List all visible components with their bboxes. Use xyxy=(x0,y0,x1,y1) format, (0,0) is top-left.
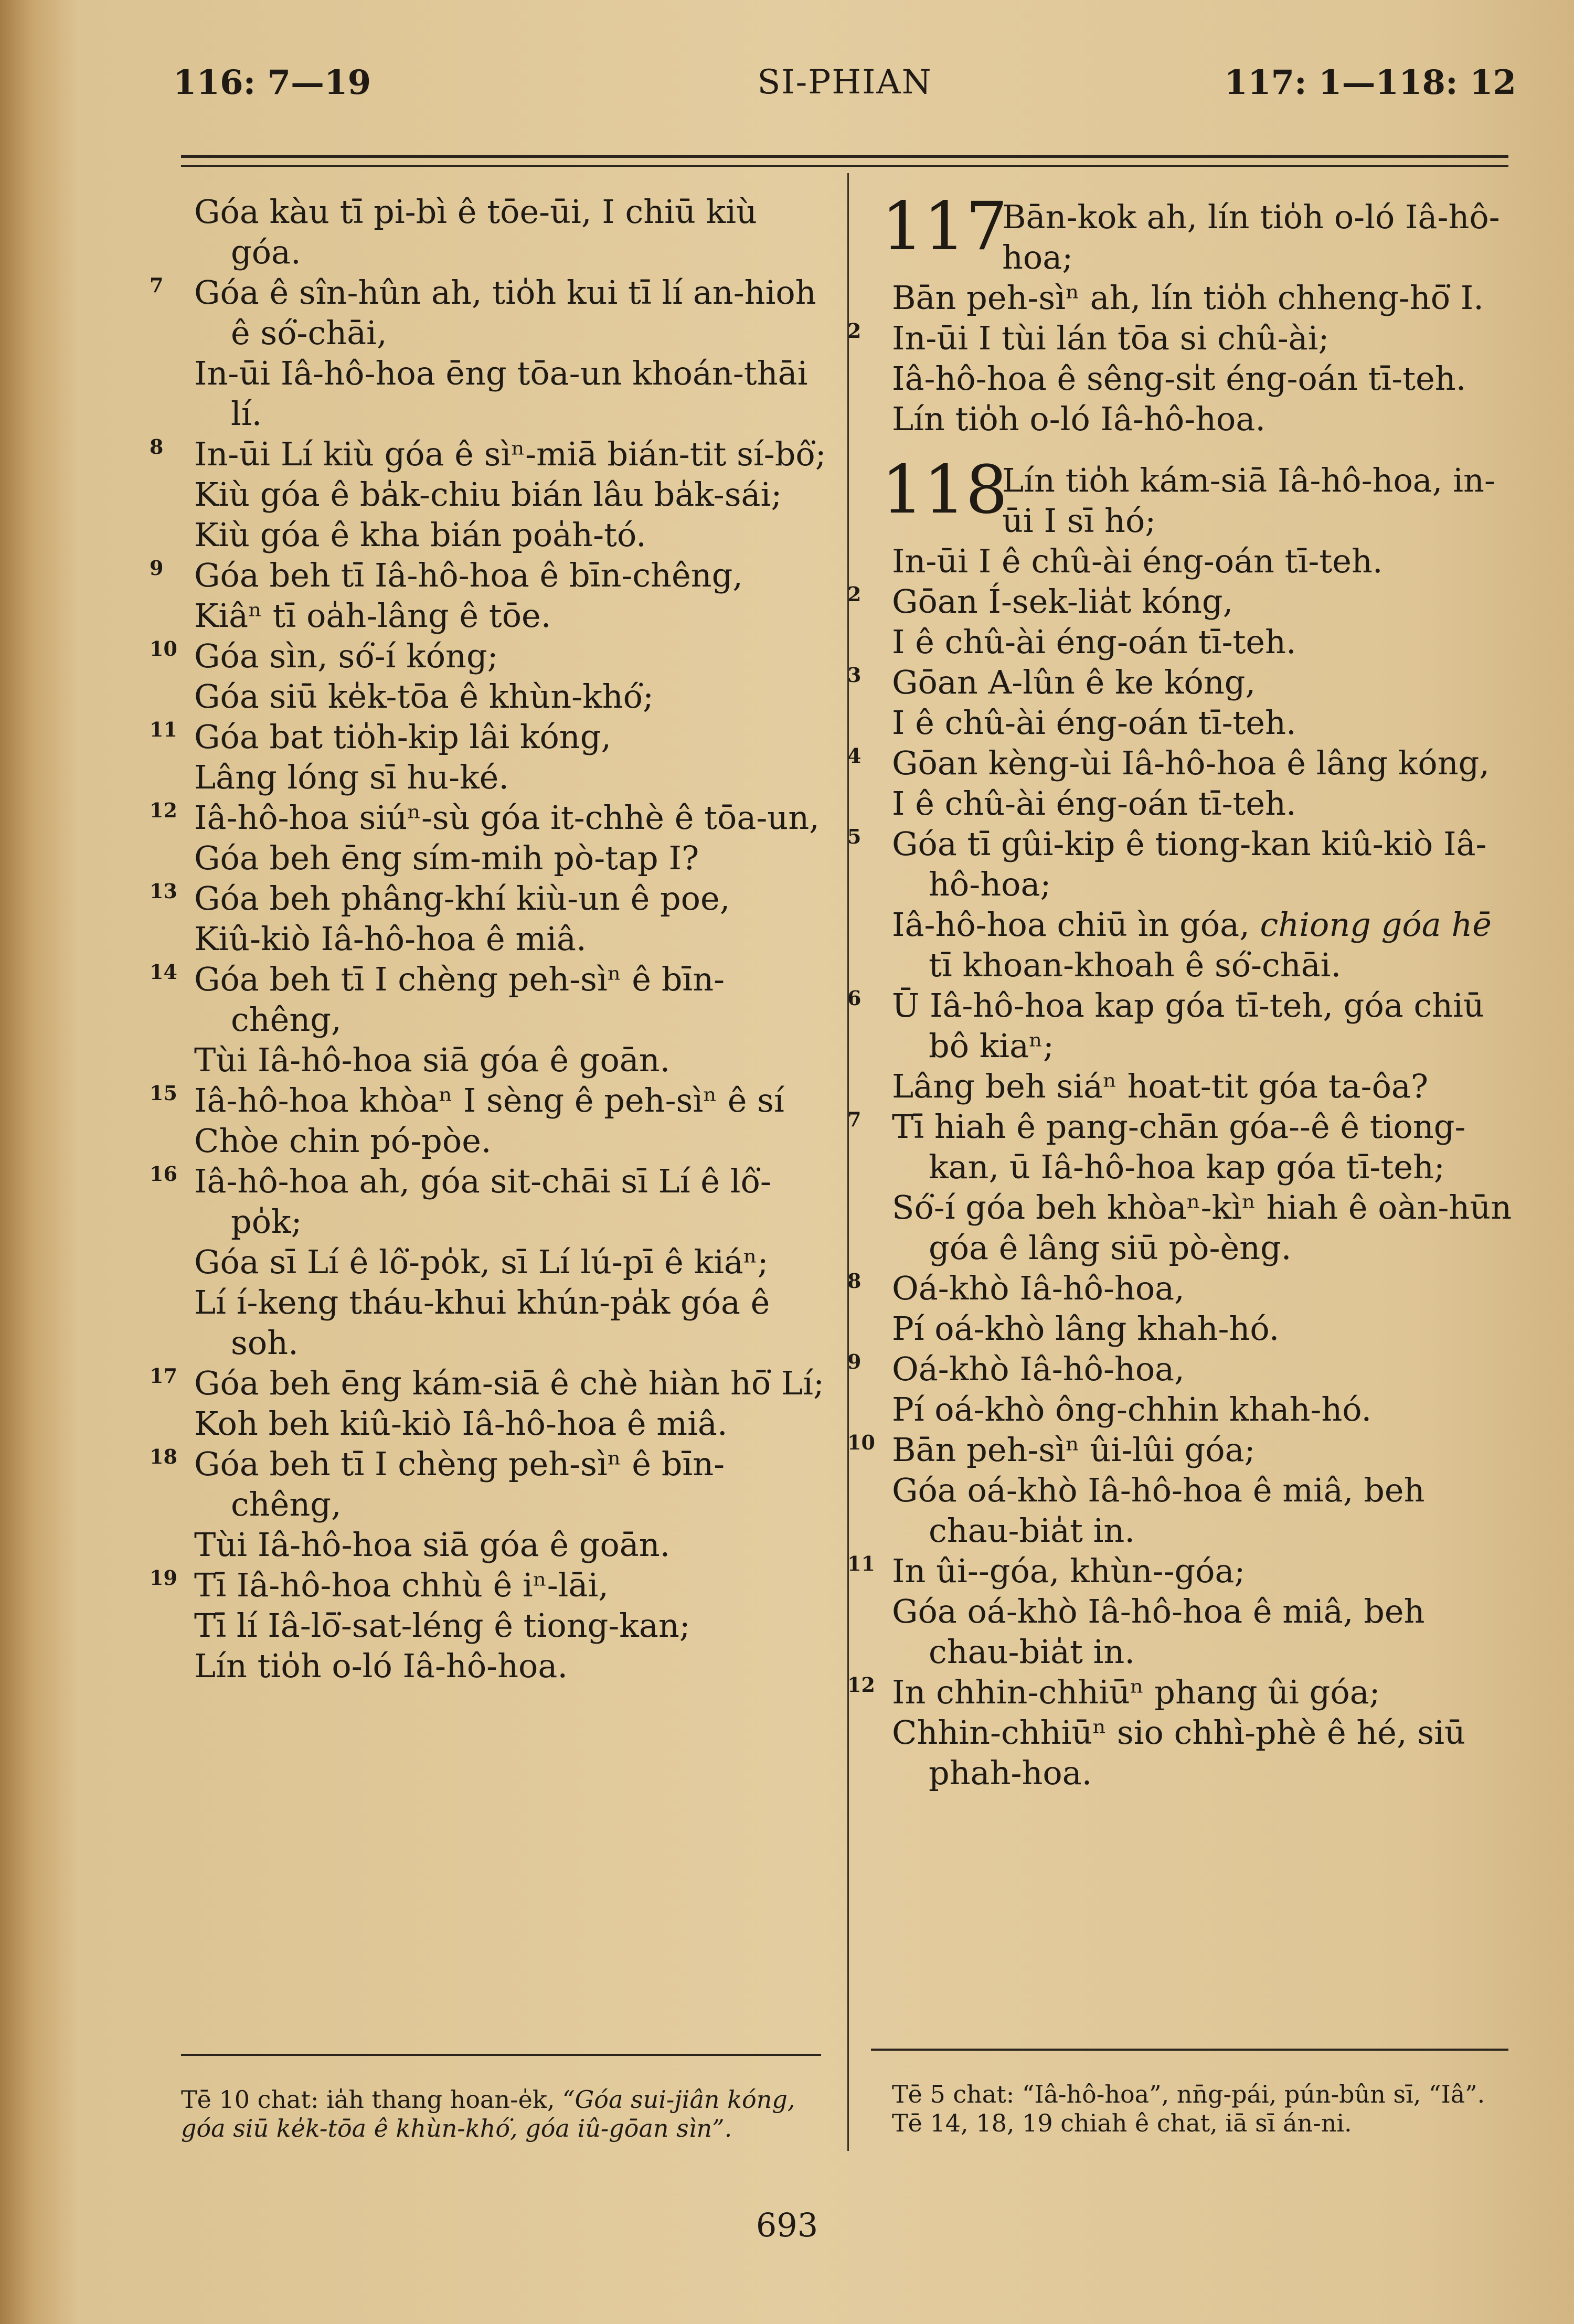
verse-line: Oá-khò Iâ-hô-hoa, xyxy=(892,1350,1185,1388)
psalm-number: 118 xyxy=(881,451,1008,528)
verse-left-16 xyxy=(150,1161,829,1363)
verse-line: Góa beh ēng kám-siā ê chè hiàn hō͘ Lí; xyxy=(194,1364,824,1402)
verse-number: 12 xyxy=(150,798,177,822)
verse-line: Lín tio̍h o-ló Iâ-hô-hoa. xyxy=(194,1647,568,1685)
psalm-117 xyxy=(847,188,1516,439)
verse-line: Ū Iâ-hô-hoa kap góa tī-teh, góa chiū bô kiaⁿ; xyxy=(892,986,1484,1065)
verse-line: I ê chû-ài éng-oán tī-teh. xyxy=(892,623,1296,661)
verse-line: Tī hiah ê pang-chān góa--ê ê tiong-kan, ū Iâ-hô-hoa kap góa tī-teh; xyxy=(892,1107,1466,1186)
verse-line: Kiû-kiò Iâ-hô-hoa ê miâ. xyxy=(194,920,587,958)
verse-number: 7 xyxy=(847,1107,862,1131)
footnote-left xyxy=(181,2085,816,2143)
page-number: 693 xyxy=(756,2206,818,2244)
verse-number: 3 xyxy=(847,663,862,687)
verse-118-11 xyxy=(847,1551,1516,1672)
verse-line: Kiâⁿ tī oa̍h-lâng ê tōe. xyxy=(194,596,551,635)
verse-line: Iâ-hô-hoa siúⁿ-sù góa it-chhè ê tōa-un, xyxy=(194,798,820,837)
verse-number: 15 xyxy=(150,1081,177,1105)
verse-line: Góa beh tī I chèng peh-sìⁿ ê bīn-chêng, xyxy=(194,960,725,1039)
verse-number: 13 xyxy=(150,879,177,903)
verse-line: Lín tio̍h o-ló Iâ-hô-hoa. xyxy=(892,400,1266,438)
verse-line: I ê chû-ài éng-oán tī-teh. xyxy=(892,784,1296,823)
verse-number: 17 xyxy=(150,1364,177,1388)
verse-left-12 xyxy=(150,797,829,878)
verse-line: Góa sìn, só͘-í kóng; xyxy=(194,637,498,675)
verse-number: 9 xyxy=(150,556,164,580)
verse-number: 6 xyxy=(847,986,862,1010)
verse-number: 10 xyxy=(150,637,177,660)
verse-left-17 xyxy=(150,1363,829,1444)
verse-line: Lín tio̍h kám-siā Iâ-hô-hoa, in-ūi I sī hó; xyxy=(1002,461,1495,540)
verse-line: Bān peh-sìⁿ ûi-lûi góa; xyxy=(892,1431,1256,1469)
verse-line: Chhin-chhiūⁿ sio chhì-phè ê hé, siū phah-hoa. xyxy=(892,1713,1465,1792)
verse-text: Iâ-hô-hoa chiū ìn góa, xyxy=(892,905,1250,944)
verse-line: Gōan kèng-ùi Iâ-hô-hoa ê lâng kóng, xyxy=(892,744,1490,782)
verse-text: tī khoan-khoah ê só͘-chāi. xyxy=(929,946,1342,984)
verse-line: Tī lí Iâ-lō͘-sat-léng ê tiong-kan; xyxy=(194,1606,690,1645)
verse-line: Góa bat tio̍h-kip lâi kóng, xyxy=(194,718,612,756)
verse-number: 10 xyxy=(847,1431,875,1454)
verse-left-19 xyxy=(150,1565,829,1686)
header-left-reference: 116: 7—19 xyxy=(173,63,371,102)
verse-left-13 xyxy=(150,878,829,959)
verse-line: Kiù góa ê kha bián poa̍h-tó. xyxy=(194,516,646,554)
verse-line: Só͘-í góa beh khòaⁿ-kìⁿ hiah ê oàn-hūn góa ê lâng siū pò-èng. xyxy=(892,1188,1512,1267)
verse-118-10 xyxy=(847,1430,1516,1551)
running-header xyxy=(173,63,1516,110)
verse-line: In chhin-chhiūⁿ phang ûi góa; xyxy=(892,1673,1380,1711)
psalm-118 xyxy=(847,451,1516,1793)
verse-line: Kiù góa ê ba̍k-chiu bián lâu ba̍k-sái; xyxy=(194,475,782,514)
verse-line: Oá-khò Iâ-hô-hoa, xyxy=(892,1269,1185,1307)
verse-line: Gōan A-lûn ê ke kóng, xyxy=(892,663,1256,701)
verse-number: 2 xyxy=(847,319,862,343)
verse-number: 5 xyxy=(847,825,862,848)
verse-118-9 xyxy=(847,1349,1516,1430)
verse-line: Góa beh ēng sím-mih pò-tap I? xyxy=(194,839,699,877)
verse-line: Góa siū ke̍k-tōa ê khùn-khó͘; xyxy=(194,677,654,716)
verse-number: 8 xyxy=(150,435,164,459)
verse-line: Góa kàu tī pi-bì ê tōe-ūi, I chiū kiù góa. xyxy=(194,193,757,271)
verse-line: Iâ-hô-hoa ah, góa sit-chāi sī Lí ê lô͘-po̍k; xyxy=(194,1162,771,1241)
verse-left-10 xyxy=(150,636,829,717)
verse-118-3 xyxy=(847,662,1516,743)
verse-left-18 xyxy=(150,1444,829,1565)
verse-line: In-ūi Lí kiù góa ê sìⁿ-miā bián-tit sí-bô͘; xyxy=(194,435,826,473)
verse-118-6 xyxy=(847,985,1516,1106)
verse-left-14 xyxy=(150,959,829,1080)
verse-number: 2 xyxy=(847,582,862,606)
verse-number: 8 xyxy=(847,1269,862,1293)
verse-line: Iâ-hô-hoa ê sêng-si̍t éng-oán tī-teh. xyxy=(892,359,1466,398)
verse-left-6-cont xyxy=(173,191,829,272)
column-divider xyxy=(847,173,849,2151)
verse-line: Bān peh-sìⁿ ah, lín tio̍h chheng-hō͘ I. xyxy=(892,279,1484,317)
verse-line: In-ūi I tùi lán tōa si chû-ài; xyxy=(892,319,1330,357)
verse-line-with-italic xyxy=(871,904,1516,985)
verse-118-2 xyxy=(847,581,1516,662)
verse-line: Bān-kok ah, lín tio̍h o-ló Iâ-hô-hoa; xyxy=(1002,198,1500,276)
verse-line: Tùi Iâ-hô-hoa siā góa ê goān. xyxy=(194,1041,671,1079)
psalm-number: 117 xyxy=(881,188,1008,265)
verse-number: 19 xyxy=(150,1566,177,1590)
verse-line: Lí í-keng tháu-khui khún-pa̍k góa ê soh. xyxy=(194,1283,770,1362)
header-right-reference: 117: 1—118: 12 xyxy=(1224,63,1516,102)
right-column xyxy=(847,188,1516,1793)
verse-118-4 xyxy=(847,743,1516,824)
verse-left-7 xyxy=(150,272,829,434)
verse-line: I ê chû-ài éng-oán tī-teh. xyxy=(892,703,1296,742)
verse-line: In-ūi Iâ-hô-hoa ēng tōa-un khoán-thāi lí. xyxy=(194,354,808,433)
verse-line: Tī Iâ-hô-hoa chhù ê iⁿ-lāi, xyxy=(194,1566,609,1604)
verse-117-2 xyxy=(847,318,1516,439)
verse-line: Góa sī Lí ê lô͘-po̍k, sī Lí lú-pī ê kiáⁿ; xyxy=(194,1243,769,1281)
verse-line: Góa oá-khò Iâ-hô-hoa ê miâ, beh chau-bia̍t in. xyxy=(892,1471,1425,1550)
verse-118-12 xyxy=(847,1672,1516,1793)
verse-number: 18 xyxy=(150,1445,177,1468)
header-book-title: SI-PHIAN xyxy=(757,63,932,102)
verse-line: Lâng beh siáⁿ hoat-tit góa ta-ôa? xyxy=(892,1067,1429,1105)
italic-phrase: chiong góa hē xyxy=(1260,905,1492,944)
verse-number: 16 xyxy=(150,1162,177,1186)
header-rule-thick xyxy=(181,155,1508,158)
verse-line: Góa beh phâng-khí kiù-un ê poe, xyxy=(194,879,730,918)
verse-line: Góa oá-khò Iâ-hô-hoa ê miâ, beh chau-bia̍t in. xyxy=(892,1592,1425,1671)
header-rule-thin xyxy=(181,165,1508,167)
verse-number: 11 xyxy=(847,1552,875,1575)
footnote-rule-left xyxy=(181,2054,821,2056)
footnote-text: Tē 10 chat: ia̍h thang hoan-e̍k, xyxy=(181,2085,555,2114)
verse-number: 7 xyxy=(150,273,164,297)
verse-118-8 xyxy=(847,1268,1516,1349)
verse-left-9 xyxy=(150,555,829,636)
verse-number: 11 xyxy=(150,718,177,741)
footnote-rule-right xyxy=(871,2049,1508,2051)
left-column xyxy=(150,191,829,1686)
verse-line: Chòe chin pó-pòe. xyxy=(194,1122,492,1160)
footnote-italic: “Góa sui-jiân kóng, góa siū ke̍k-tōa ê khùn-khó͘, góa iû-gōan sìn”. xyxy=(181,2085,795,2142)
verse-line: Iâ-hô-hoa khòaⁿ I sèng ê peh-sìⁿ ê sí xyxy=(194,1081,784,1120)
verse-line: Góa beh tī I chèng peh-sìⁿ ê bīn-chêng, xyxy=(194,1445,725,1523)
verse-line: Góa tī gûi-kip ê tiong-kan kiû-kiò Iâ-hô-hoa; xyxy=(892,825,1487,903)
verse-118-7 xyxy=(847,1106,1516,1268)
verse-line: Tùi Iâ-hô-hoa siā góa ê goān. xyxy=(194,1526,671,1564)
verse-number: 12 xyxy=(847,1673,875,1697)
verse-line: Pí oá-khò lâng khah-hó. xyxy=(892,1309,1280,1348)
verse-line: Góa beh tī Iâ-hô-hoa ê bīn-chêng, xyxy=(194,556,743,594)
verse-line: In ûi--góa, khùn--góa; xyxy=(892,1552,1246,1590)
verse-number: 14 xyxy=(150,960,177,984)
verse-number: 4 xyxy=(847,744,862,767)
verse-line: Gōan Í-sek-lia̍t kóng, xyxy=(892,582,1233,621)
verse-number: 9 xyxy=(847,1350,862,1373)
verse-line: Koh beh kiû-kiò Iâ-hô-hoa ê miâ. xyxy=(194,1404,728,1443)
verse-left-8 xyxy=(150,434,829,555)
verse-line: Pí oá-khò ông-chhin khah-hó. xyxy=(892,1390,1372,1428)
verse-line: Lâng lóng sī hu-ké. xyxy=(194,758,509,796)
verse-line: In-ūi I ê chû-ài éng-oán tī-teh. xyxy=(892,542,1383,580)
footnote-text: Tē 5 chat: “Iâ-hô-hoa”, nn̄g-pái, pún-bûn sī, “Iâ”. Tē 14, 18, 19 chiah ê chat, iā sī án-ni. xyxy=(892,2080,1485,2137)
verse-line: Góa ê sîn-hûn ah, tio̍h kui tī lí an-hioh ê só͘-chāi, xyxy=(194,273,816,352)
footnote-right xyxy=(892,2080,1506,2138)
verse-118-5 xyxy=(847,824,1516,985)
verse-left-11 xyxy=(150,717,829,797)
verse-left-15 xyxy=(150,1080,829,1161)
